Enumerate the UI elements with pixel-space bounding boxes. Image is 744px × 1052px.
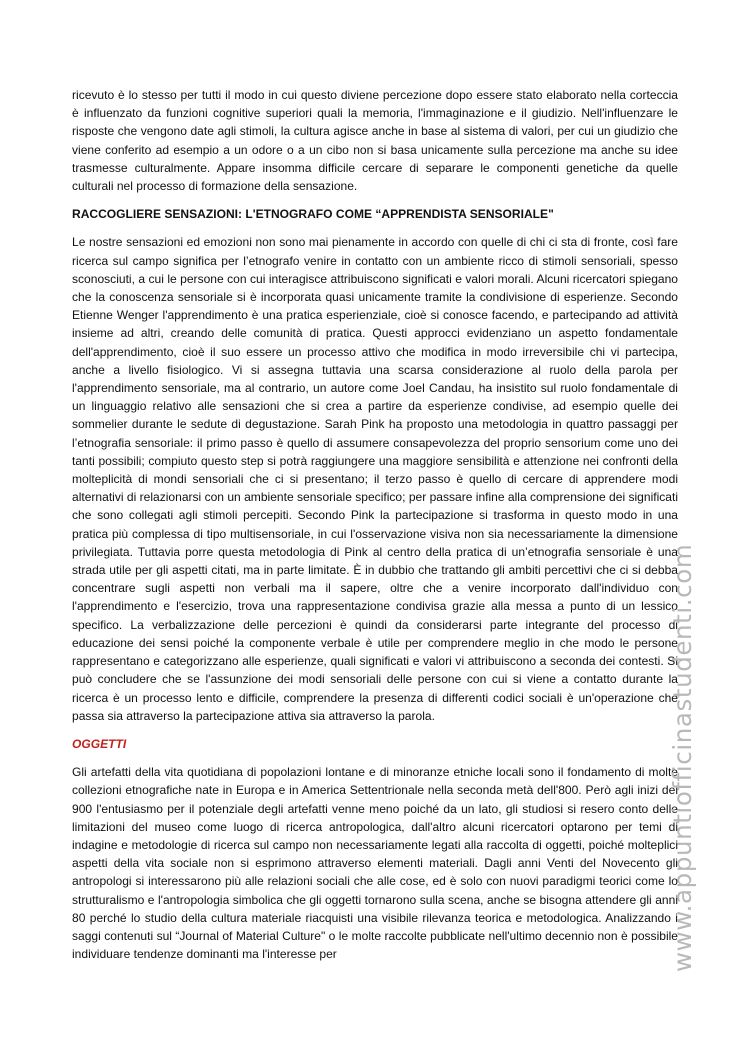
paragraph-intro: ricevuto è lo stesso per tutti il modo in cui questo diviene percezione dopo essere stato elaborato nella corteccia è influenzato da funzioni cognitive superiori quali la memoria, l'immaginazione e il giudizio. Nell'influenzare le risposte che vengono date agli stimoli, la cultura agisce anche in base al sistema di valori, per cui un giudizio che viene conferito ad esempio a un odore o a un cibo non si basa unicamente sulla percezione ma anche su idee trasmesse culturalmente. Appare insomma difficile cercare di separare le componenti genetiche da quelle culturali nel processo di formazione della sensazione. [72, 88, 678, 194]
watermark-url: www.appuntiofficinastudenti.com [668, 543, 697, 972]
section-heading-oggetti: OGGETTI [72, 736, 127, 751]
paragraph-sensazioni: Le nostre sensazioni ed emozioni non sono mai pienamente in accordo con quelle di chi ci sta di fronte, così fare ricerca sul campo significa per l’etnografo venire in contatto con un ambiente ricco di stimoli sensoriali, spesso sconosciuti, a cui le persone con cui interagisce attribuiscono significati e valori morali. Alcuni ricercatori spiegano che la conoscenza sensoriale si è incorporata quasi unicamente tramite la condivisione di esperienze. Secondo Etienne Wenger l'apprendimento è una pratica esperienziale, cioè si conosce facendo, e partecipando ad attività insieme ad altri, creando delle comunità di pratica. Questi approcci evidenziano un aspetto fondamentale dell'apprendimento, cioè il suo essere un processo attivo che modifica in modo irreversibile chi vi partecipa, anche a livello fisiologico. Vi si assegna tuttavia una scarsa considerazione al ruolo della parola per l'apprendimento sensoriale, ma al contrario, un autore come Joel Candau, ha insistito sul ruolo fondamentale di un linguaggio relativo alle sensazioni che si crea a partire da esperienze condivise, ad esempio quelle dei sommelier durante le sedute di degustazione. Sarah Pink ha proposto una metodologia in quattro passaggi per l’etnografia sensoriale: il primo passo è quello di assumere consapevolezza del proprio sensorium come uno dei tanti possibili; compiuto questo step si potrà raggiungere una maggiore sensibilità e attenzione nei confronti della molteplicità di mondi sensoriali che ci si presentano; il terzo passo è quello di cercare di apprendere modi alternativi di relazionarsi con un ambiente sensoriale specifico; per passare infine alla comprensione dei significati che sono collegati agli stimoli percepiti. Secondo Pink la partecipazione si trasforma in questo modo in una pratica più complessa di tipo multisensoriale, in cui l'osservazione visiva non sia necessariamente la dimensione privilegiata. Tuttavia porre questa metodologia di Pink al centro della pratica di un’etnografia sensoriale è una strada utile per gli aspetti citati, ma in parte limitate. È in dubbio che trattando gli ambiti percettivi che ci si debba concentrare sugli aspetti non verbali ma il sapere, oltre che a venire incorporato dall'individuo con l'apprendimento e l'esercizio, trova una rappresentazione condivisa grazie alla messa a punto di un lessico specifico. La verbalizzazione delle percezioni è quindi da considerarsi parte integrante del processo di educazione dei sensi poiché la componente verbale è utile per comprendere meglio in che modo le persone rappresentano e categorizzano alle esperienze, quali significati e valori vi attribuiscono a seconda dei contesti. Si può concludere che se l'assunzione dei modi sensoriali delle persone con cui si viene a contatto durante la ricerca è un processo lento e difficile, comprendere la presenza di differenti codici sociali è un'operazione che passa sia attraverso la partecipazione attiva sia attraverso la parola. [72, 235, 679, 723]
section-heading-sensazioni: RACCOGLIERE SENSAZIONI: L'ETNOGRAFO COME “APPRENDISTA SENSORIALE" [72, 207, 554, 222]
document-page [72, 86, 678, 963]
paragraph-oggetti: Gli artefatti della vita quotidiana di popolazioni lontane e di minoranze etniche locali sono il fondamento di molte collezioni etnografiche nate in Europa e in America Settentrionale nella seconda metà dell'800. Però agli inizi del 900 l'entusiasmo per il potenziale degli artefatti venne meno poiché da un lato, gli studiosi si resero conto delle limitazioni del museo come luogo di ricerca antropologica, dall'altro alcuni ricercatori optarono per temi di indagine e metodologie di ricerca sul campo non necessariamente legati alla raccolta di oggetti, poiché molteplici aspetti della vita sociale non si esprimono attraverso elementi materiali. Dagli anni Venti del Novecento gli antropologi si interessarono più alle relazioni sociali che alle cose, ed è solo con nuovi paradigmi teorici come lo strutturalismo e l'antropologia simbolica che gli oggetti tornarono sulla scena, anche se bisogna attendere gli anni 80 perché lo studio della cultura materiale riacquisti una visibile rilevanza teorica e metodologica. Analizzando i saggi contenuti sul “Journal of Material Culture" o le molte raccolte pubblicate nell'ultimo decennio non è possibile individuare tendenze dominanti ma l'interesse per [72, 765, 678, 962]
